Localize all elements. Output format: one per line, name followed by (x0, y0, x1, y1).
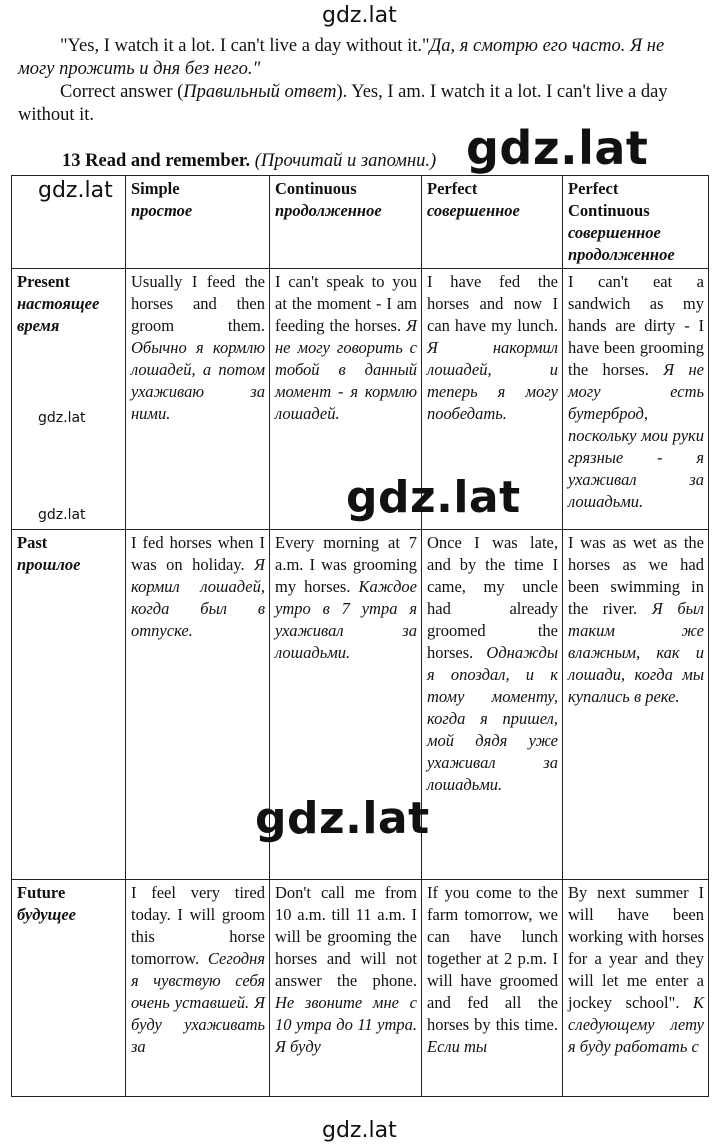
header-simple: Simple простое (126, 176, 270, 269)
row-label-past: Past прошлое (12, 530, 126, 880)
header-continuous: Continuous продолженное (270, 176, 422, 269)
table-header-row (12, 176, 709, 269)
cell-past-continuous: Every morning at 7 a.m. I was grooming my horses. Каждое утро в 7 утра я ухаживал за лошадьми. (270, 530, 422, 880)
watermark-small-2: gdz.lat (38, 507, 86, 523)
exercise-heading (62, 151, 436, 172)
row-label-present: Present настоящее время (12, 269, 126, 530)
cell-past-perfect: Once I was late, and by the time I came, my uncle had already groomed the horses. Однажды я опоздал, и к тому моменту, когда я пришел, мой дядя уже ухаживал за лошадьми. (422, 530, 563, 880)
cell-present-perfect: I have fed the horses and now I can have my lunch. Я накормил лошадей, и теперь я могу пообедать. (422, 269, 563, 530)
cell-future-perfect-continuous: By next summer I will have been working with horses for a year and they will let me enter a jockey school". К следующему лету я буду работать с (563, 880, 709, 1097)
row-label-future: Future будущее (12, 880, 126, 1097)
watermark-top: gdz.lat (322, 3, 397, 28)
tenses-table (11, 175, 709, 1097)
cell-future-perfect: If you come to the farm tomorrow, we can have lunch together at 2 p.m. I will have groomed and fed all the horses by this time. Если ты (422, 880, 563, 1097)
correct-answer-end: ). Yes, I am. I watch it a lot. I can't live a day without it. (18, 82, 668, 125)
cell-future-simple: I feel very tired today. I will groom this horse tomorrow. Сегодня я чувствую себя очень уставшей. Я буду ухаживать за (126, 880, 270, 1097)
cell-present-perfect-continuous: I can't eat a sandwich as my hands are dirty - I have been grooming the horses. Я не могу есть бутерброд, поскольку мои руки грязные - я ухаживал за лошадьми. (563, 269, 709, 530)
header-perfect: Perfect совершенное (422, 176, 563, 269)
exercise-title: 13 Read and remember. (62, 151, 251, 171)
watermark-table-corner: gdz.lat (38, 178, 113, 203)
cell-present-simple: Usually I feed the horses and then groom them. Обычно я кормлю лошадей, а потом ухаживаю за ними. (126, 269, 270, 530)
cell-present-continuous: I can't speak to you at the moment - I am feeding the horses. Я не могу говорить с тобой в данный момент - я кормлю лошадей. (270, 269, 422, 530)
watermark-bottom: gdz.lat (322, 1118, 397, 1143)
quote-russian: Да, я смотрю его часто. Я не могу прожить и дня без него." (18, 36, 665, 79)
correct-answer-start: Correct answer ( (60, 82, 184, 102)
header-perfect-continuous: Perfect Continuous совершенное продолженное (563, 176, 709, 269)
watermark-middle: gdz.lat (346, 472, 521, 523)
cell-past-simple: I fed horses when I was on holiday. Я кормил лошадей, когда был в отпуске. (126, 530, 270, 880)
correct-answer-russian: Правильный ответ (183, 82, 337, 102)
cell-future-continuous: Don't call me from 10 a.m. till 11 a.m. I will be grooming the horses and will not answer the phone. Не звоните мне с 10 утра до 11 утра. Я буду (270, 880, 422, 1097)
watermark-lower: gdz.lat (255, 793, 430, 844)
cell-past-perfect-continuous: I was as wet as the horses as we had been swimming in the river. Я был таким же влажным, как и лошади, когда мы купались в реке. (563, 530, 709, 880)
exercise-translation: (Прочитай и запомни.) (254, 151, 437, 171)
paragraph-answer-quote (18, 35, 688, 81)
watermark-heading: gdz.lat (466, 121, 649, 175)
table-row-future (12, 880, 709, 1097)
watermark-small-1: gdz.lat (38, 410, 86, 426)
quote-english: "Yes, I watch it a lot. I can't live a day without it." (60, 36, 430, 56)
